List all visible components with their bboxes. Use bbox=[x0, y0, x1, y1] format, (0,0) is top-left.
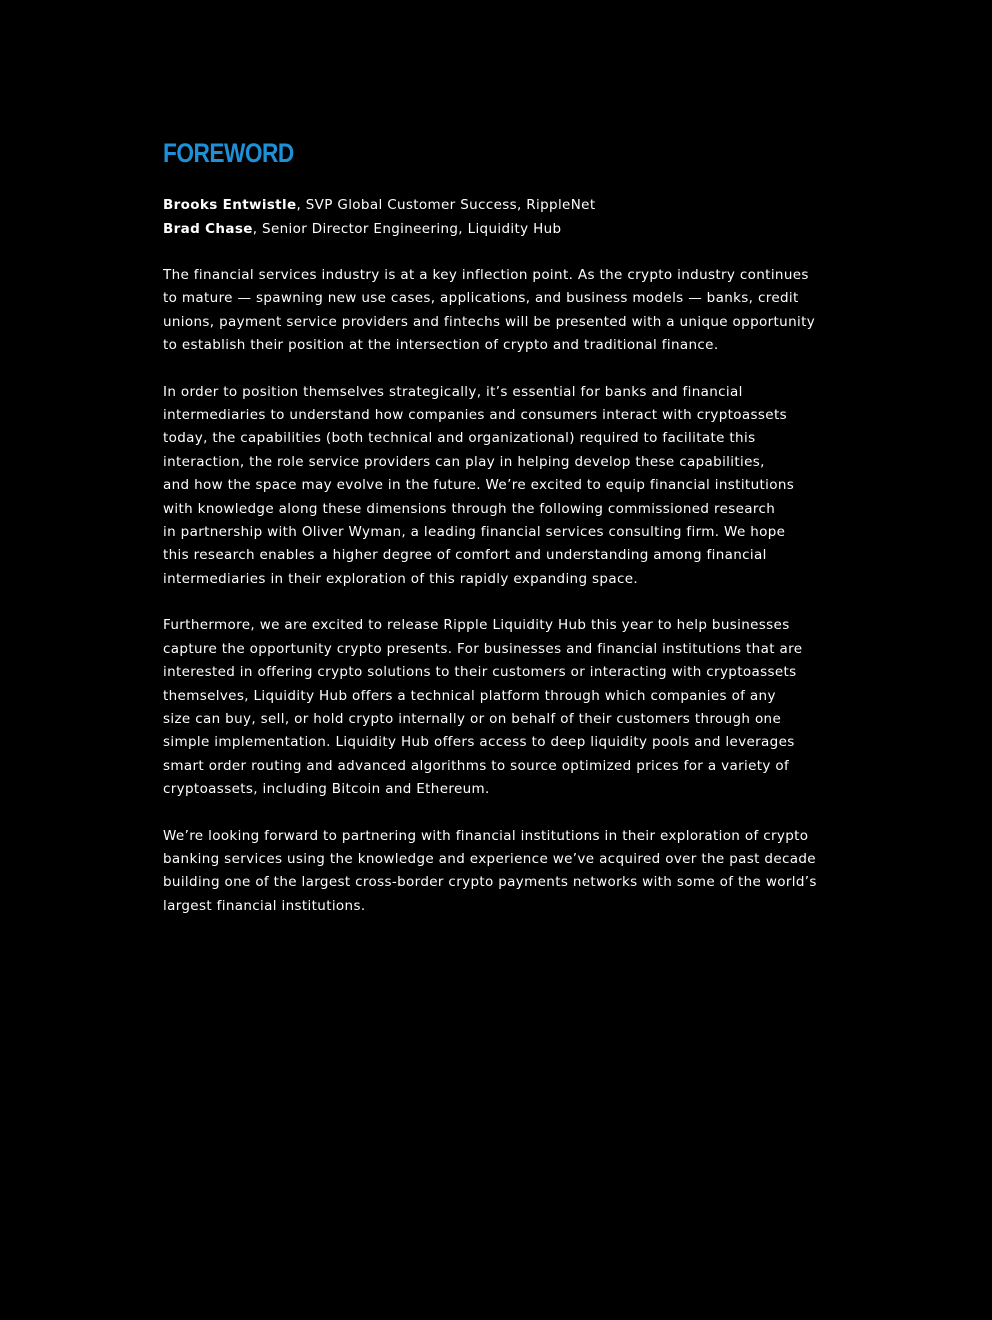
body-paragraph bbox=[163, 825, 833, 919]
paragraph-line: with knowledge along these dimensions through the following commissioned research bbox=[163, 500, 776, 517]
paragraph-line: today, the capabilities (both technical and organizational) required to facilitate this bbox=[163, 430, 756, 447]
paragraph-line: banking services using the knowledge and experience we’ve acquired over the past decade bbox=[163, 850, 816, 867]
body-paragraph bbox=[163, 614, 833, 801]
paragraph-line: building one of the largest cross-border crypto payments networks with some of the world’s bbox=[163, 874, 817, 891]
author-list bbox=[163, 194, 833, 241]
paragraph-line: smart order routing and advanced algorithms to source optimized prices for a variety of bbox=[163, 757, 790, 774]
author-name: Brad Chase bbox=[163, 220, 253, 237]
author-role: , Senior Director Engineering, Liquidity Hub bbox=[252, 220, 562, 237]
author-name: Brooks Entwistle bbox=[163, 197, 297, 213]
paragraph-line: capture the opportunity crypto presents. For businesses and financial institutions that are bbox=[163, 640, 803, 657]
page-title: FOREWORD bbox=[163, 138, 294, 168]
paragraph-line: Furthermore, we are excited to release Ripple Liquidity Hub this year to help businesses bbox=[163, 617, 790, 634]
paragraph-line: to establish their position at the intersection of crypto and traditional finance. bbox=[163, 337, 719, 354]
paragraph-line: and how the space may evolve in the future. We’re excited to equip financial institutions bbox=[163, 477, 795, 494]
paragraph-line: In order to position themselves strategically, it’s essential for banks and financial bbox=[163, 383, 743, 400]
paragraph-line: intermediaries in their exploration of this rapidly expanding space. bbox=[163, 570, 639, 587]
body-paragraph bbox=[163, 381, 833, 592]
paragraph-line: this research enables a higher degree of comfort and understanding among financial bbox=[163, 547, 767, 564]
paragraph-line: interested in offering crypto solutions to their customers or interacting with cryptoassets bbox=[163, 664, 797, 681]
paragraph-line: simple implementation. Liquidity Hub offers access to deep liquidity pools and leverages bbox=[163, 734, 795, 751]
author-line bbox=[163, 218, 833, 242]
paragraph-line: themselves, Liquidity Hub offers a technical platform through which companies of any bbox=[163, 687, 776, 704]
paragraph-line: interaction, the role service providers can play in helping develop these capabilities, bbox=[163, 453, 765, 470]
paragraph-line: intermediaries to understand how companies and consumers interact with cryptoassets bbox=[163, 407, 787, 424]
paragraph-line: to mature — spawning new use cases, applications, and business models — banks, credit bbox=[163, 290, 799, 307]
foreword-page bbox=[163, 136, 833, 918]
author-role: , SVP Global Customer Success, RippleNet bbox=[296, 197, 596, 213]
paragraph-line: size can buy, sell, or hold crypto internally or on behalf of their customers through one bbox=[163, 710, 782, 727]
paragraph-line: We’re looking forward to partnering with financial institutions in their exploration of crypto bbox=[163, 827, 809, 844]
paragraph-line: in partnership with Oliver Wyman, a leading financial services consulting firm. We hope bbox=[163, 524, 786, 541]
paragraph-line: cryptoassets, including Bitcoin and Ethereum. bbox=[163, 781, 490, 798]
body-paragraph bbox=[163, 264, 833, 358]
body-text bbox=[163, 264, 833, 918]
author-line bbox=[163, 194, 833, 218]
paragraph-line: The financial services industry is at a key inflection point. As the crypto industry continues bbox=[163, 267, 809, 283]
paragraph-line: unions, payment service providers and fintechs will be presented with a unique opportunity bbox=[163, 313, 816, 330]
paragraph-line: largest financial institutions. bbox=[163, 897, 366, 914]
